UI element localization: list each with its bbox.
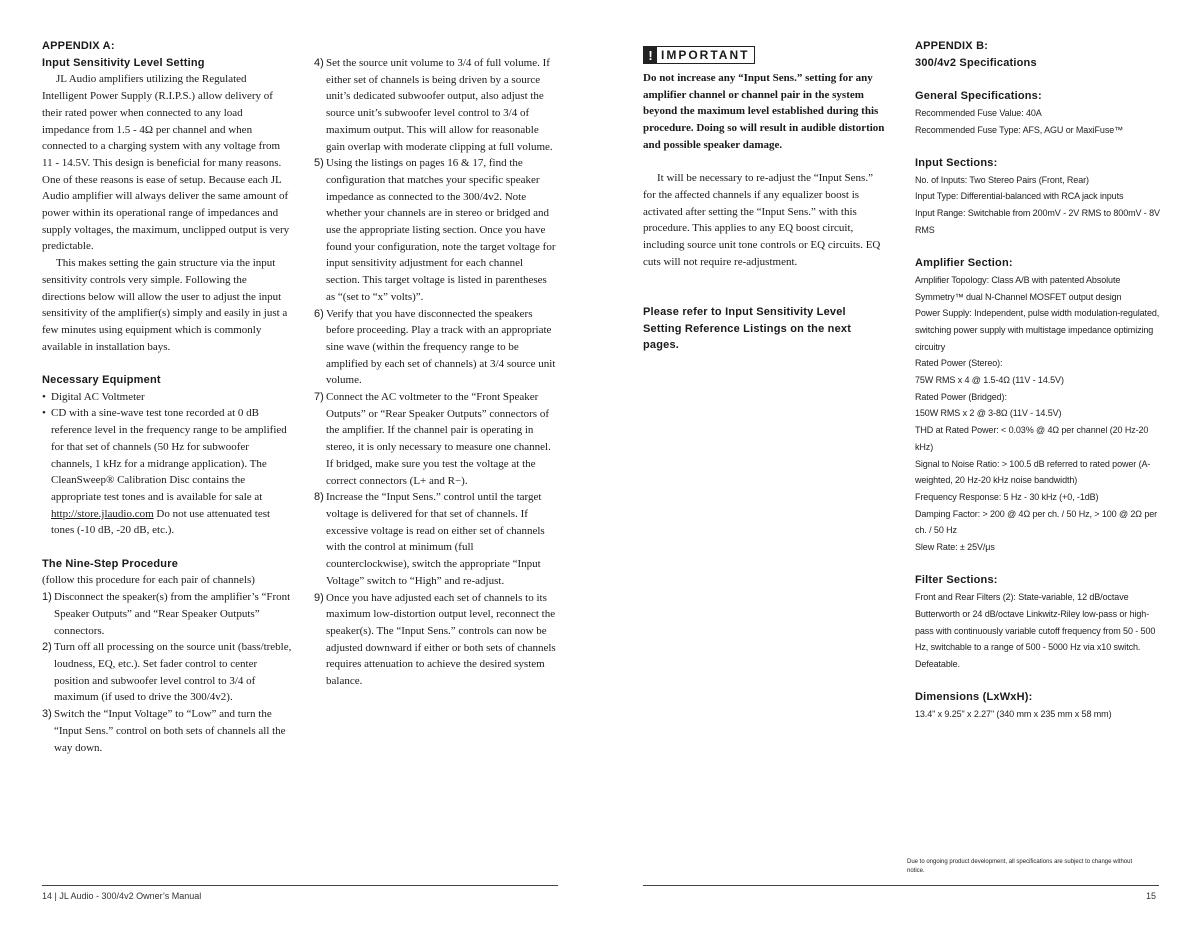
list-item	[42, 639, 292, 706]
spec-line: 150W RMS x 2 @ 3-8Ω (11V - 14.5V)	[915, 408, 1062, 419]
spec-line: Slew Rate: ± 25V/μs	[915, 542, 995, 553]
general-specs-heading: General Specifications:	[915, 90, 1042, 103]
footer-rule	[643, 885, 1159, 886]
dimensions-heading: Dimensions (LxWxH):	[915, 691, 1033, 704]
list-item	[314, 306, 558, 390]
spec-line: Rated Power (Bridged):	[915, 391, 1007, 402]
spec-footnote: Due to ongoing product development, all specifications are subject to change without notice.	[907, 859, 1133, 874]
bullet-marker: •	[42, 407, 46, 420]
step-number: 3)	[42, 708, 52, 721]
right-column-1	[643, 46, 887, 354]
warning-text: Do not increase any “Input Sens.” setting for any amplifier channel or channel pair in the system beyond the maximum level established during this procedure. Doing so will result in audible distortion and possible speaker damage.	[643, 72, 885, 151]
footer-rule	[42, 885, 558, 886]
refer-note: Please refer to Input Sensitivity Level Setting Reference Listings on the next pages.	[643, 305, 852, 352]
spec-line: Front and Rear Filters (2): State-variable, 12 dB/octave Butterworth or 24 dB/octave Linkwitz-Riley low-pass or high-pass with continuously variable cutoff frequency from 50 - 500 Hz, switchable to a range of 500 - 5000 Hz via x10 switch. Defeatable.	[915, 592, 1156, 669]
list-item	[314, 489, 558, 589]
intro-paragraph: JL Audio amplifiers utilizing the Regulated Intelligent Power Supply (R.I.P.S.) allow delivery of their rated power when connected to any load impedance from 1.5 - 4Ω per channel and when connected to a charging system with any voltage from 11 - 14.5V. This design is beneficial for many reasons. One of these reasons is ease of setup. Because each JL Audio amplifier will always deliver the same amount of power within its operational range of impedances and supply voltages, the maximum, unclipped output is very predictable.	[42, 73, 290, 253]
spec-line: Amplifier Topology: Class A/B with patented Absolute Symmetry™ dual N-Channel MOSFET output design	[915, 274, 1122, 302]
equipment-text-after: Do not use attenuated test tones (-10 dB, -20 dB, etc.).	[51, 507, 271, 537]
step-text: Once you have adjusted each set of channels to its maximum low-distortion output level, reconnect the speaker(s). The “Input Sens.” controls can now be adjusted downward if either or both sets of channels requires attenuation to achieve the desired system balance.	[326, 591, 556, 688]
step-text: Turn off all processing on the source unit (bass/treble, loudness, EQ, etc.). Set fader control to center position and subwoofer level control to 3/4 of maximum (if used to drive the 300/4v2).	[54, 641, 292, 704]
step-number: 2)	[42, 641, 52, 654]
list-item	[314, 155, 558, 305]
spec-line: Rated Power (Stereo):	[915, 358, 1003, 369]
list-item	[314, 389, 558, 489]
step-number: 8)	[314, 491, 324, 504]
bullet-marker: •	[42, 390, 46, 403]
list-item	[42, 706, 292, 756]
procedure-intro: (follow this procedure for each pair of channels)	[42, 574, 255, 587]
spec-line: 75W RMS x 4 @ 1.5-4Ω (11V - 14.5V)	[915, 375, 1064, 386]
section-title: Input Sensitivity Level Setting	[42, 56, 205, 69]
filter-sections-heading: Filter Sections:	[915, 574, 998, 587]
spec-line: Signal to Noise Ratio: > 100.5 dB referred to rated power (A-weighted, 20 Hz-20 kHz noise bandwidth)	[915, 458, 1151, 486]
left-column-2	[314, 55, 558, 690]
important-callout	[643, 46, 755, 64]
spec-line: Frequency Response: 5 Hz - 30 kHz (+0, -1dB)	[915, 491, 1099, 502]
list-item-text: Digital AC Voltmeter	[51, 390, 145, 403]
dimensions-value: 13.4" x 9.25" x 2.27" (340 mm x 235 mm x 58 mm)	[915, 709, 1112, 720]
equipment-text: CD with a sine-wave test tone recorded at 0 dB reference level in the frequency range to be amplified for that set of channels (50 Hz for subwoofer channels, 1 kHz for a midrange application). The CleanSweep® Calibration Disc contains the appropriate test tones and is available for sale at	[51, 407, 287, 503]
spec-line: Input Range: Switchable from 200mV - 2V RMS to 800mV - 8V RMS	[915, 208, 1160, 235]
list-item	[314, 590, 558, 690]
list-item	[42, 389, 292, 406]
input-sections-heading: Input Sections:	[915, 156, 998, 169]
appendix-a-heading: APPENDIX A:	[42, 40, 115, 52]
step-text: Connect the AC voltmeter to the “Front Speaker Outputs” or “Rear Speaker Outputs” connectors of the amplifier. If the channel pair is operating in stereo, it is only necessary to measure one channel. If bridged, make sure you test the voltage at the correct connectors (L+ and R−).	[326, 391, 551, 487]
list-item	[42, 405, 292, 539]
step-number: 7)	[314, 391, 324, 404]
specs-title: 300/4v2 Specifications	[915, 56, 1037, 69]
list-item	[42, 589, 292, 639]
step-text: Using the listings on pages 16 & 17, find the configuration that matches your specific speaker impedance as connected to the 300/4v2. Note whether your channels are in stereo or bridged and use the appropriate listing section. Once you have found your configuration, note the target voltage for input sensitivity adjustment for each channel section. This target voltage is listed in parentheses as “(set to “x” volts)”.	[326, 157, 556, 303]
step-text: Verify that you have disconnected the speakers before proceeding. Play a track with an appropriate sine wave (within the frequency range to be amplified by each set of channels) at 3/4 source unit volume.	[326, 307, 556, 387]
spec-line: THD at Rated Power: < 0.03% @ 4Ω per channel (20 Hz-20 kHz)	[915, 425, 1149, 452]
spec-line: Input Type: Differential-balanced with RCA jack inputs	[915, 191, 1124, 202]
step-text: Set the source unit volume to 3/4 of full volume. If either set of channels is being driven by a source unit’s dedicated subwoofer output, also adjust the source unit’s subwoofer level control to 3/4 of maximum output. This will allow for reasonable gain overlap with moderate clipping at full volume.	[326, 57, 553, 153]
list-item	[314, 55, 558, 155]
step-number: 4)	[314, 57, 324, 69]
equipment-heading: Necessary Equipment	[42, 374, 161, 387]
right-column-2	[915, 38, 1160, 723]
appendix-b-heading: APPENDIX B:	[915, 40, 989, 52]
amplifier-section-heading: Amplifier Section:	[915, 257, 1013, 270]
left-column-1	[42, 38, 292, 756]
step-number: 9)	[314, 591, 324, 604]
important-label: IMPORTANT	[661, 48, 750, 62]
spec-line: Recommended Fuse Value: 40A	[915, 107, 1042, 118]
footer-left: 14 | JL Audio - 300/4v2 Owner’s Manual	[42, 891, 202, 901]
exclamation-icon: !	[644, 47, 657, 63]
footer-page-number: 15	[1146, 891, 1157, 901]
step-text: Switch the “Input Voltage” to “Low” and turn the “Input Sens.” control on both sets of channels all the way down.	[54, 708, 286, 754]
procedure-heading: The Nine-Step Procedure	[42, 557, 179, 570]
readjust-paragraph: It will be necessary to re-adjust the “Input Sens.” for the affected channels if any equalizer boost is activated after setting the “Input Sens.” with this procedure. This applies to any EQ boost circuit, including source unit tone controls or EQ circuits. EQ cuts will not require re-adjustment.	[643, 172, 881, 268]
spec-line: Damping Factor: > 200 @ 4Ω per ch. / 50 Hz, > 100 @ 2Ω per ch. / 50 Hz	[915, 508, 1158, 536]
step-text: Disconnect the speaker(s) from the amplifier’s “Front Speaker Outputs” and “Rear Speaker Outputs” connectors.	[54, 591, 291, 637]
spec-line: No. of Inputs: Two Stereo Pairs (Front, Rear)	[915, 174, 1089, 185]
spec-line: Power Supply: Independent, pulse width modulation-regulated, switching power supply with multistage impedance optimizing circuitry	[915, 308, 1160, 352]
intro-paragraph: This makes setting the gain structure via the input sensitivity controls very simple. Following the directions below will allow the user to adjust the input sensitivity of the amplifier(s) simply and easily in just a few minutes using equipment which is commonly available in installation bays.	[42, 257, 288, 353]
step-number: 5)	[314, 157, 324, 170]
step-number: 6)	[314, 307, 324, 320]
list-item-text	[51, 405, 292, 539]
spec-line: Recommended Fuse Type: AFS, AGU or MaxiFuse™	[915, 124, 1124, 135]
step-text: Increase the “Input Sens.” control until the target voltage is delivered for that set of channels. If excessive voltage is read on either set of channels with the control at minimum (full counterclockwise), switch the appropriate “Input Voltage” switch to “High” and re-adjust.	[326, 491, 545, 587]
step-number: 1)	[42, 591, 52, 604]
store-link[interactable]: http://store.jlaudio.com	[51, 507, 154, 520]
